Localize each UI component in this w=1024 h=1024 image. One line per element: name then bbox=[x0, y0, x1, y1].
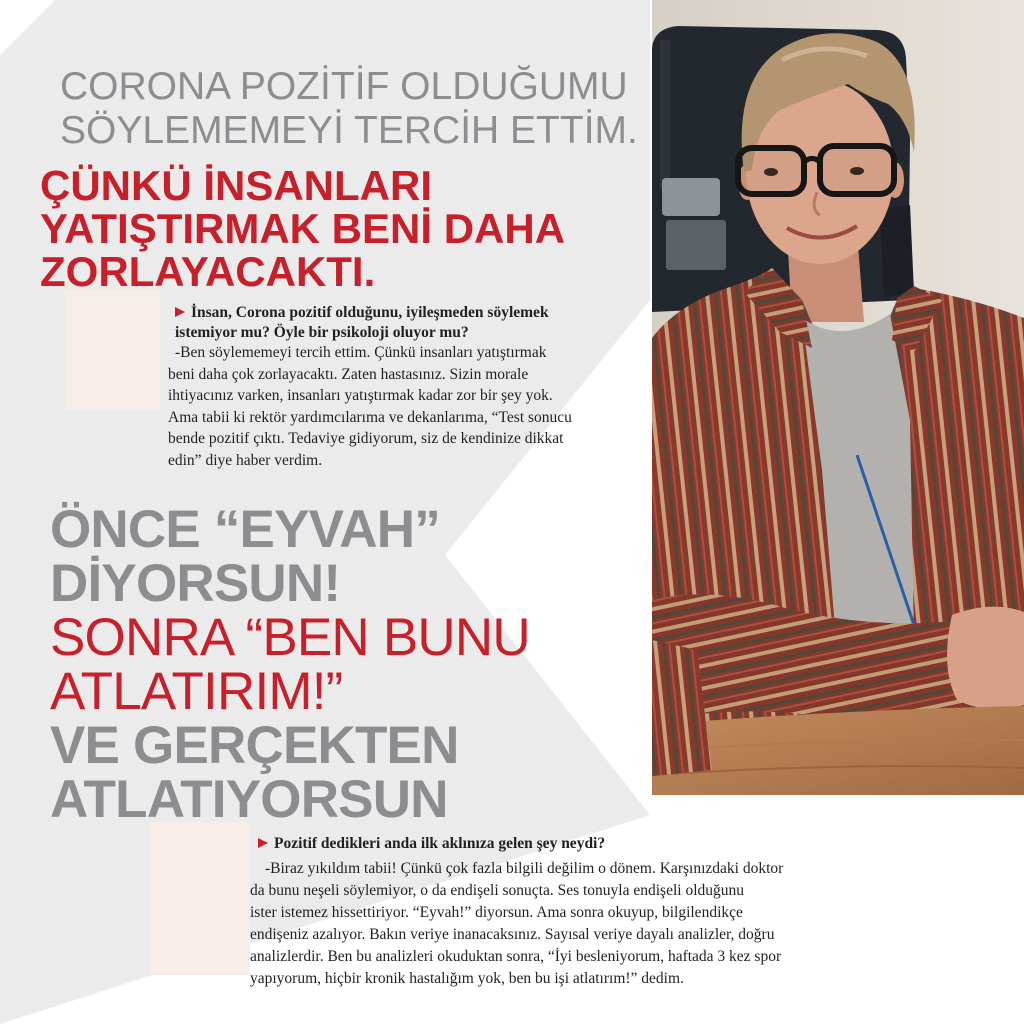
headline-red-line: YATIŞTIRMAK BENİ DAHA bbox=[40, 205, 566, 252]
answer-line: Ama tabii ki rektör yardımcılarıma ve dekanlarıma, “Test sonucu bbox=[168, 408, 572, 426]
question-line bbox=[175, 303, 549, 323]
answer-line: analizlerdir. Ben bu analizleri okuduktan sonra, “İyi besleniyorum, haftada 3 kez spor bbox=[250, 948, 782, 965]
pull-quote bbox=[50, 500, 530, 829]
play-triangle-icon bbox=[175, 307, 185, 317]
play-triangle-icon bbox=[258, 838, 268, 848]
headline-gray-line: CORONA POZİTİF OLDUĞUMU bbox=[60, 65, 628, 108]
question-2 bbox=[258, 833, 605, 855]
answer-line: -Ben söylememeyi tercih ettim. Çünkü insanları yatıştırmak bbox=[175, 344, 547, 361]
question-text: İnsan, Corona pozitif olduğunu, iyileşmeden söylemek bbox=[191, 304, 549, 321]
headline-gray-line: SÖYLEMEMEYİ TERCİH ETTİM. bbox=[60, 109, 638, 152]
question-1 bbox=[175, 303, 549, 343]
headline-red bbox=[40, 164, 565, 293]
headline-gray bbox=[60, 65, 638, 153]
pull-quote-line: ÖNCE “EYVAH” bbox=[50, 500, 440, 559]
answer-line: da bunu neşeli söylemiyor, o da endişeli sonuçta. Ses tonuyla endişeli olduğunu bbox=[250, 882, 745, 899]
answer-line: ister istemez hissettiriyor. “Eyvah!” diyorsun. Ama sonra okuyup, bilgilendikçe bbox=[250, 904, 743, 921]
portrait-photo bbox=[652, 0, 1024, 795]
portrait-illustration bbox=[652, 0, 1024, 795]
question-line bbox=[258, 833, 605, 855]
decorative-block bbox=[65, 290, 160, 410]
question-text: Pozitif dedikleri anda ilk aklınıza gelen şey neydi? bbox=[274, 835, 606, 852]
pull-quote-line: VE GERÇEKTEN bbox=[50, 716, 459, 775]
answer-line: bende pozitif çıktı. Tedaviye gidiyorum, siz de kendinize dikkat bbox=[168, 430, 564, 448]
headline-red-line: ÇÜNKÜ İNSANLARI bbox=[40, 162, 432, 209]
pull-quote-line: ATLATIRIM!” bbox=[50, 662, 343, 721]
pull-quote-line: SONRA “BEN BUNU bbox=[50, 608, 530, 667]
answer-line: endişeniz azalıyor. Bakın veriye inanacaksınız. Sayısal veriye dayalı analizler, doğru bbox=[250, 926, 775, 943]
pull-quote-line: ATLATIYORSUN bbox=[50, 770, 448, 829]
answer-line: beni daha çok zorlayacaktı. Zaten hastasınız. Sizin morale bbox=[168, 365, 529, 383]
pull-quote-line: DİYORSUN! bbox=[50, 554, 341, 613]
answer-1 bbox=[168, 342, 572, 472]
headline-red-line: ZORLAYACAKTI. bbox=[40, 248, 376, 295]
question-line: istemiyor mu? Öyle bir psikoloji oluyor mu? bbox=[175, 324, 469, 341]
answer-line: -Biraz yıkıldım tabii! Çünkü çok fazla bilgili değilim o dönem. Karşınızdaki doktor bbox=[265, 860, 784, 877]
answer-line: yapıyorum, hiçbir kronik hastalığım yok, ben bu işi atlatırım!” dedim. bbox=[250, 970, 684, 987]
answer-line: edin” diye haber verdim. bbox=[168, 451, 323, 469]
decorative-block bbox=[150, 822, 250, 975]
answer-2 bbox=[250, 858, 783, 990]
answer-line: ihtiyacınız varken, insanları yatıştırmak kadar zor bir şey yok. bbox=[168, 387, 553, 405]
